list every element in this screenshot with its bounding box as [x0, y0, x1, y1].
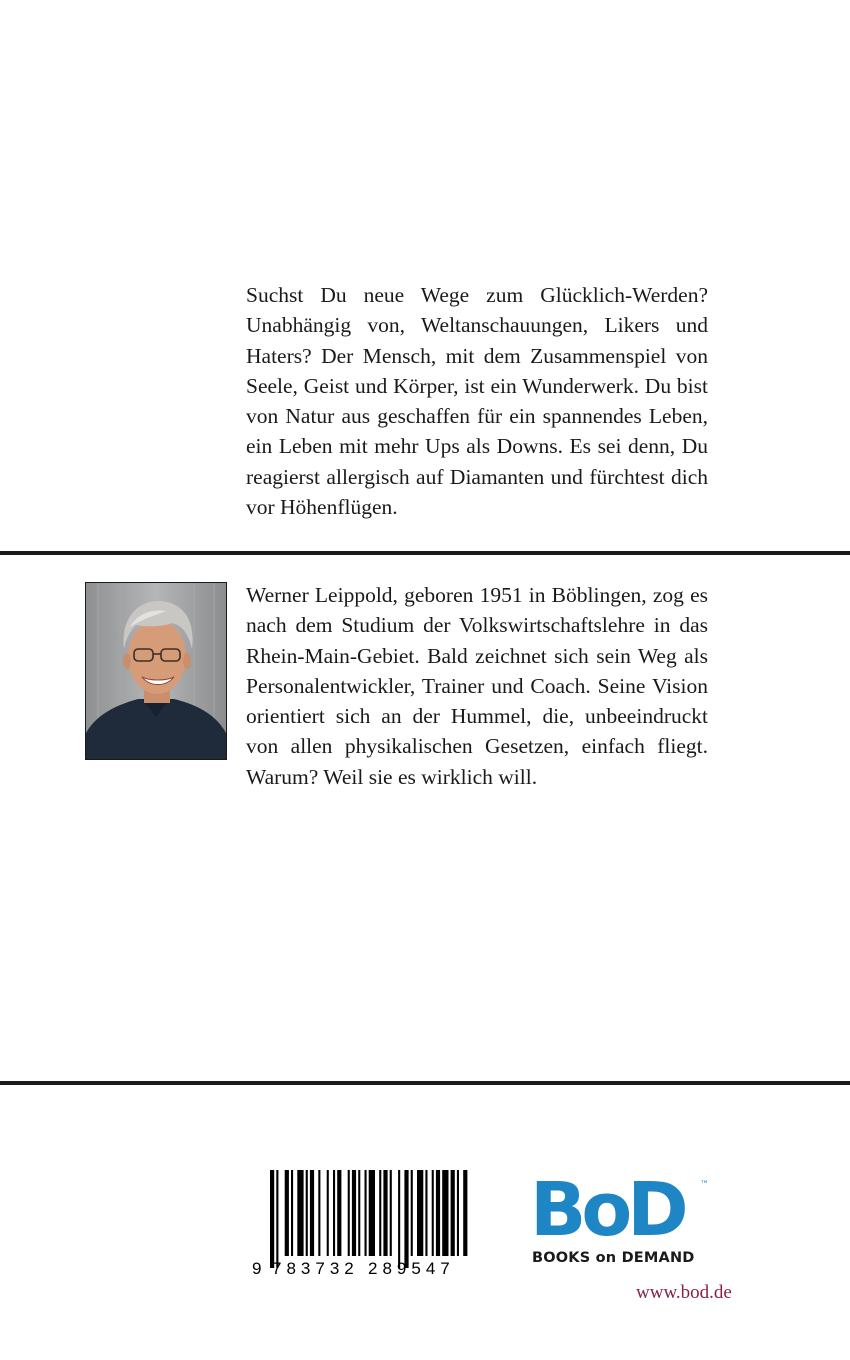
barcode-bar	[348, 1170, 350, 1256]
barcode-bar	[365, 1170, 367, 1256]
barcode-bar	[297, 1170, 303, 1256]
barcode-bar	[369, 1170, 375, 1256]
barcode-bar	[276, 1170, 278, 1268]
barcode-bar	[327, 1170, 329, 1256]
barcode-bar	[310, 1170, 314, 1256]
isbn-barcode	[248, 1170, 473, 1280]
trademark-mark: ™	[700, 1180, 709, 1190]
author-bio: Werner Leippold, geboren 1951 in Böblingen, zog es nach dem Studium der Volkswirtschaftslehre in das Rhein-Main-Gebiet. Bald zeichnet sich sein Weg als Personalentwickler, Trainer und Coach. Seine Vision orientiert sich an der Hummel, die, unbeeindruckt von allen physikalischen Gesetzen, einfach fliegt. Warum? Weil sie es wirklich will.	[246, 583, 708, 789]
divider-bottom	[0, 1081, 850, 1085]
author-photo	[85, 582, 227, 760]
barcode-bar	[457, 1170, 459, 1256]
barcode-bar	[306, 1170, 308, 1256]
barcode-left-digits: 783732	[272, 1259, 359, 1278]
barcode-bar	[285, 1170, 289, 1256]
barcode-bar	[436, 1170, 440, 1256]
bod-logo-word: BoD	[530, 1167, 684, 1253]
barcode-bar	[390, 1170, 392, 1256]
barcode-bar	[379, 1170, 381, 1256]
barcode-bar	[442, 1170, 448, 1256]
barcode-bar	[404, 1170, 408, 1268]
barcode-bar	[425, 1170, 427, 1256]
barcode-bar	[432, 1170, 434, 1256]
barcode-first-digit: 9	[252, 1259, 262, 1278]
barcode-bar	[358, 1170, 360, 1256]
bod-logo	[530, 1167, 712, 1272]
barcode-bar	[451, 1170, 455, 1256]
barcode-right-digits: 289547	[368, 1259, 455, 1278]
barcode-bar	[333, 1170, 335, 1256]
barcode-bar	[318, 1170, 320, 1256]
barcode-bar	[291, 1170, 293, 1256]
divider-top	[0, 551, 850, 555]
barcode-bar	[463, 1170, 467, 1256]
barcode-bar	[411, 1170, 413, 1256]
back-cover-blurb: Suchst Du neue Wege zum Glücklich-Werden? Unabhängig von, Weltanschauungen, Likers und Haters? Der Mensch, mit dem Zusammenspiel von Seele, Geist und Körper, ist ein Wunderwerk. Du bist von Natur aus geschaffen für ein spannendes Leben, ein Leben mit mehr Ups als Downs. Es sei denn, Du reagierst allergisch auf Diamanten und fürchtest dich vor Höhenflügen.	[246, 283, 708, 520]
barcode-bar	[417, 1170, 423, 1256]
barcode-bar	[270, 1170, 274, 1268]
barcode-bar	[352, 1170, 356, 1256]
barcode-bar	[383, 1170, 387, 1256]
barcode-bar	[337, 1170, 341, 1256]
publisher-url: www.bod.de	[636, 1282, 732, 1303]
bod-tagline: BOOKS on DEMAND	[532, 1250, 695, 1266]
barcode-bar	[398, 1170, 400, 1268]
